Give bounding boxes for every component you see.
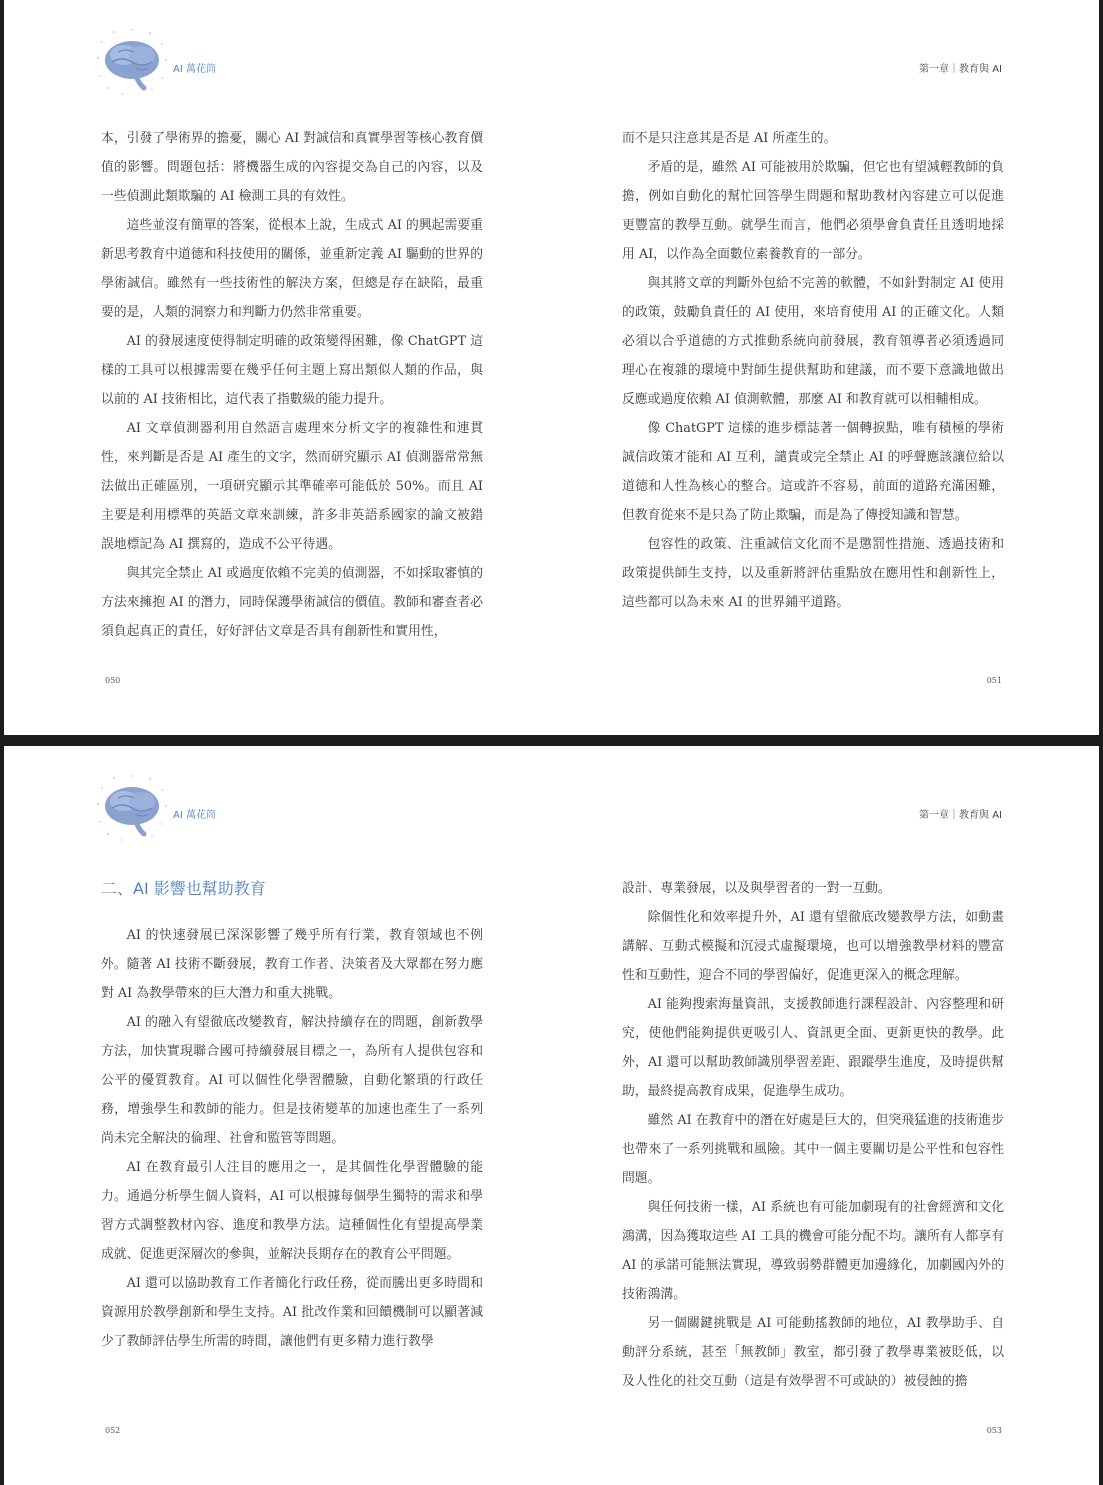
paragraph: 與其將文章的判斷外包給不完善的軟體，不如針對制定 AI 使用的政策，鼓勵負責任的 AI 使用，來培育使用 AI 的正確文化。人類必須以合乎道德的方式推動系統向前發展，教育領導者必須透過同理心在複雜的環境中對師生提供幫助和建議，而不要下意識地做出反應或過度依賴 AI 偵測軟體，那麼 AI 和教育就可以相輔相成。 xyxy=(622,276,1004,407)
book-title: AI 萬花筒 xyxy=(173,810,216,821)
page-050-text xyxy=(101,124,483,646)
paragraph: 與其完全禁止 AI 或過度依賴不完美的偵測器，不如採取審慎的方法來擁抱 AI 的潛力，同時保護學術誠信的價值。教師和審查者必須負起真正的責任，好好評估文章是否具有創新性和實用性， xyxy=(101,566,483,639)
book-spread-052-053 xyxy=(4,746,1099,1485)
page-number: 051 xyxy=(986,676,1002,685)
brain-icon xyxy=(92,28,170,98)
paragraph: 另一個關鍵挑戰是 AI 可能動搖教師的地位，AI 教學助手、自動評分系統，甚至「無教師」教室，都引發了教學專業被貶低，以及人性化的社交互動（這是有效學習不可或缺的）被侵蝕的擔 xyxy=(622,1316,1004,1389)
page-052-text xyxy=(101,921,483,1356)
paragraph: 這些並沒有簡單的答案，從根本上說，生成式 AI 的興起需要重新思考教育中道德和科技使用的關係，並重新定義 AI 驅動的世界的學術誠信。雖然有一些技術性的解決方案，但總是存在缺陷，最重要的是，人類的洞察力和判斷力仍然非常重要。 xyxy=(101,218,483,320)
book-title: AI 萬花筒 xyxy=(173,64,216,75)
paragraph: AI 還可以協助教育工作者簡化行政任務，從而騰出更多時間和資源用於教學創新和學生支持。AI 批改作業和回饋機制可以顯著減少了教師評估學生所需的時間，讓他們有更多精力進行教學 xyxy=(101,1276,483,1349)
paragraph: 與任何技術一樣，AI 系統也有可能加劇現有的社會經濟和文化鴻溝，因為獲取這些 AI 工具的機會可能分配不均。讓所有人都享有 AI 的承諾可能無法實現，導致弱勢群體更加邊緣化，加劇國內外的技術鴻溝。 xyxy=(622,1200,1004,1302)
paragraph: 雖然 AI 在教育中的潛在好處是巨大的，但突飛猛進的技術進步也帶來了一系列挑戰和風險。其中一個主要關切是公平性和包容性問題。 xyxy=(622,1113,1004,1186)
paragraph: 設計、專業發展，以及與學習者的一對一互動。 xyxy=(622,881,891,896)
paragraph: 矛盾的是，雖然 AI 可能被用於欺騙，但它也有望減輕教師的負擔，例如自動化的幫忙回答學生問題和幫助教材內容建立可以促進更豐富的教學互動。就學生而言，他們必須學會負責任且透明地採用 AI，以作為全面數位素養教育的一部分。 xyxy=(622,160,1004,262)
paragraph: AI 的融入有望徹底改變教育，解決持續存在的問題，創新教學方法，加快實現聯合國可持續發展目標之一，為所有人提供包容和公平的優質教育。AI 可以個性化學習體驗，自動化繁瑣的行政任務，增強學生和教師的能力。但是技術變革的加速也產生了一系列尚未完全解決的倫理、社會和監管等問題。 xyxy=(101,1015,483,1146)
page-number: 052 xyxy=(105,1426,121,1435)
page-053-text xyxy=(622,874,1004,1396)
paragraph: AI 的快速發展已深深影響了幾乎所有行業，教育領域也不例外。隨著 AI 技術不斷發展，教育工作者、決策者及大眾都在努力應對 AI 為教學帶來的巨大潛力和重大挑戰。 xyxy=(101,928,483,1001)
paragraph: 除個性化和效率提升外，AI 還有望徹底改變教學方法，如動畫講解、互動式模擬和沉浸式虛擬環境，也可以增強教學材料的豐富性和互動性，迎合不同的學習偏好，促進更深入的概念理解。 xyxy=(622,910,1004,983)
paragraph: AI 的發展速度使得制定明確的政策變得困難，像 ChatGPT 這樣的工具可以根據需要在幾乎任何主題上寫出類似人類的作品，與以前的 AI 技術相比，這代表了指數級的能力提升。 xyxy=(101,334,483,407)
page-number: 050 xyxy=(105,676,121,685)
paragraph: AI 能夠搜索海量資訊，支援教師進行課程設計、內容整理和研究，使他們能夠提供更吸引人、資訊更全面、更新更快的教學。此外，AI 還可以幫助教師識別學習差距、跟蹤學生進度，及時提供幫助，最終提高教育成果，促進學生成功。 xyxy=(622,997,1004,1099)
book-spread-050-051 xyxy=(4,0,1099,735)
paragraph: AI 在教育最引人注目的應用之一，是其個性化學習體驗的能力。通過分析學生個人資料，AI 可以根據每個學生獨特的需求和學習方式調整教材內容、進度和教學方法。這種個性化有望提高學業成就、促進更深層次的參與，並解決長期存在的教育公平問題。 xyxy=(101,1160,483,1262)
chapter-title: 第一章｜教育與 AI xyxy=(919,64,1002,75)
paragraph: 本，引發了學術界的擔憂，關心 AI 對誠信和真實學習等核心教育價值的影響。問題包括：將機器生成的內容提交為自己的內容，以及一些偵測此類欺騙的 AI 檢測工具的有效性。 xyxy=(101,131,483,204)
paragraph: 像 ChatGPT 這樣的進步標誌著一個轉捩點，唯有積極的學術誠信政策才能和 AI 互利，譴責或完全禁止 AI 的呼聲應該讓位給以道德和人性為核心的整合。這或許不容易，前面的道路充滿困難，但教育從來不是只為了防止欺騙，而是為了傳授知識和智慧。 xyxy=(622,421,1004,523)
page-number: 053 xyxy=(986,1426,1002,1435)
paragraph: AI 文章偵測器利用自然語言處理來分析文字的複雜性和連貫性，來判斷是否是 AI 產生的文字，然而研究顯示 AI 偵測器常常無法做出正確區別，一項研究顯示其準確率可能低於 50%。而且 AI 主要是利用標準的英語文章來訓練，許多非英語系國家的論文被錯誤地標記為 AI 撰寫的，造成不公平待遇。 xyxy=(101,421,483,552)
brain-icon xyxy=(92,774,170,844)
paragraph: 而不是只注意其是否是 AI 所產生的。 xyxy=(622,131,837,146)
paragraph: 包容性的政策、注重誠信文化而不是懲罰性措施、透過技術和政策提供師生支持，以及重新將評估重點放在應用性和創新性上，這些都可以為未來 AI 的世界鋪平道路。 xyxy=(622,537,1004,610)
page-051-text xyxy=(622,124,1004,617)
section-heading: 二、AI 影響也幫助教育 xyxy=(101,879,266,898)
chapter-title: 第一章｜教育與 AI xyxy=(919,810,1002,821)
